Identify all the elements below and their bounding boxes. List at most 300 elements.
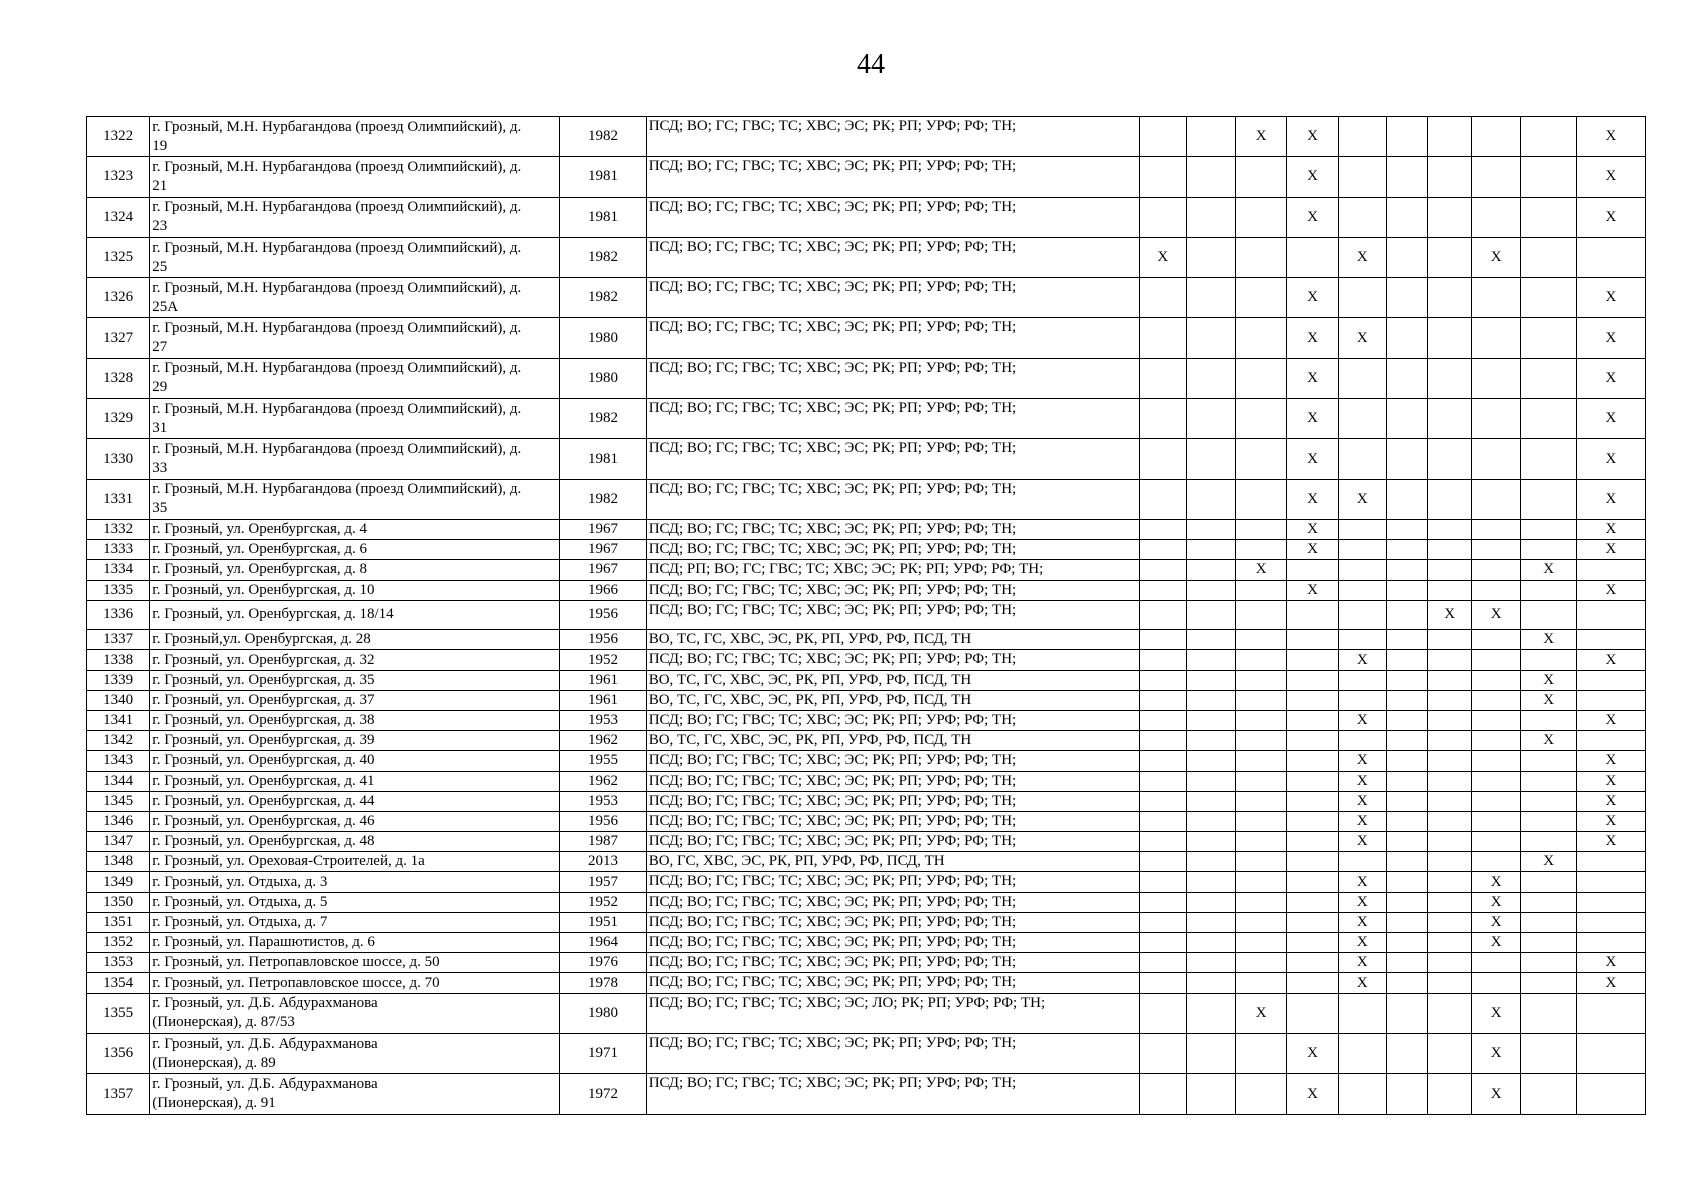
address-cell: г. Грозный, ул. Отдыха, д. 5 [149,893,559,912]
mark-cell [1427,117,1471,156]
mark-cell [1386,238,1428,277]
mark-cell: X [1286,399,1337,438]
mark-cell [1576,1074,1645,1114]
mark-cell: X [1286,117,1337,156]
year-cell: 1957 [559,872,645,891]
work-types-cell: ПСД; ВО; ГС; ГВС; ТС; ХВС; ЭС; РК; РП; УРФ; РФ; ТН; [646,157,1139,196]
work-types-cell: ВО, ГС, ХВС, ЭС, РК, РП, УРФ, РФ, ПСД, ТН [646,852,1139,871]
address-cell: г. Грозный, ул. Петропавловское шоссе, д. 50 [149,953,559,972]
year-cell: 1952 [559,650,645,669]
mark-cell [1338,540,1386,559]
mark-cell [1235,581,1286,600]
row-number-cell: 1323 [103,168,134,185]
mark-cell [1186,480,1235,519]
mark-cell [1139,671,1186,690]
mark-cell [1139,772,1186,791]
row-number-cell: 1322 [103,128,134,145]
mark-cell [1471,852,1520,871]
mark-cell [1520,520,1576,539]
mark-cell [1427,480,1471,519]
table-row [87,893,1645,913]
mark-cell [1338,581,1386,600]
mark-cell [1235,278,1286,317]
year-cell: 1967 [559,540,645,559]
mark-cell [1386,560,1428,579]
mark-cell [1520,157,1576,196]
mark-cell [1386,691,1428,710]
table-row [87,832,1645,852]
mark-cell [1235,650,1286,669]
address-cell: г. Грозный, ул. Д.Б. Абдурахманова (Пионерская), д. 87/53 [149,994,559,1033]
mark-cell: X [1338,872,1386,891]
mark-cell [1186,994,1235,1033]
year-cell: 1953 [559,792,645,811]
row-number-cell: 1328 [103,369,134,386]
mark-cell [1139,973,1186,992]
row-number-cell: 1340 [103,691,134,708]
mark-cell [1576,1034,1645,1073]
year-cell: 1987 [559,832,645,851]
table-row [87,913,1645,933]
mark-cell [1139,399,1186,438]
mark-cell [1139,994,1186,1033]
row-number-cell: 1337 [103,631,134,648]
mark-cell [1386,671,1428,690]
mark-cell [1386,872,1428,891]
mark-cell [1286,893,1337,912]
mark-cell [1235,913,1286,932]
mark-cell: X [1576,832,1645,851]
mark-cell: X [1576,711,1645,730]
address-cell: г. Грозный, М.Н. Нурбагандова (проезд Олимпийский), д. 35 [149,480,559,519]
mark-cell [1520,711,1576,730]
mark-cell [1520,650,1576,669]
mark-cell [1338,157,1386,196]
mark-cell: X [1576,318,1645,357]
mark-cell [1386,399,1428,438]
mark-cell [1520,751,1576,770]
mark-cell [1471,650,1520,669]
mark-cell [1186,650,1235,669]
mark-cell [1139,711,1186,730]
mark-cell [1139,1074,1186,1114]
mark-cell [1576,893,1645,912]
mark-cell [1386,1074,1428,1114]
mark-cell: X [1520,731,1576,750]
mark-cell [1427,671,1471,690]
mark-cell [1186,792,1235,811]
mark-cell [1576,731,1645,750]
mark-cell [1139,893,1186,912]
table-row [87,852,1645,872]
work-types-cell: ПСД; ВО; ГС; ГВС; ТС; ХВС; ЭС; РК; РП; УРФ; РФ; ТН; [646,198,1139,237]
mark-cell [1386,359,1428,398]
mark-cell [1186,520,1235,539]
mark-cell [1286,852,1337,871]
year-cell: 1982 [559,480,645,519]
mark-cell [1186,117,1235,156]
mark-cell [1338,117,1386,156]
mark-cell: X [1471,872,1520,891]
year-cell: 1956 [559,601,645,630]
work-types-cell: ПСД; ВО; ГС; ГВС; ТС; ХВС; ЭС; РК; РП; УРФ; РФ; ТН; [646,520,1139,539]
row-number-cell: 1350 [103,893,134,910]
address-cell: г. Грозный, ул. Оренбургская, д. 8 [149,560,559,579]
address-cell: г. Грозный, М.Н. Нурбагандова (проезд Олимпийский), д. 29 [149,359,559,398]
address-cell: г. Грозный, ул. Оренбургская, д. 6 [149,540,559,559]
mark-cell [1139,852,1186,871]
mark-cell [1427,711,1471,730]
year-cell: 1966 [559,581,645,600]
row-number-cell: 1354 [103,974,134,991]
table-row [87,691,1645,711]
mark-cell [1427,1034,1471,1073]
mark-cell [1471,953,1520,972]
work-types-cell: ПСД; ВО; ГС; ГВС; ТС; ХВС; ЭС; РК; РП; УРФ; РФ; ТН; [646,1034,1139,1073]
row-number-cell: 1351 [103,913,134,930]
mark-cell [1186,893,1235,912]
mark-cell [1520,772,1576,791]
mark-cell [1286,832,1337,851]
table-row [87,751,1645,771]
mark-cell: X [1576,439,1645,478]
row-number-cell: 1333 [103,541,134,558]
work-types-cell: ПСД; ВО; ГС; ГВС; ТС; ХВС; ЭС; РК; РП; УРФ; РФ; ТН; [646,359,1139,398]
mark-cell [1520,832,1576,851]
row-number-cell: 1332 [103,521,134,538]
mark-cell [1186,439,1235,478]
mark-cell [1139,157,1186,196]
mark-cell [1386,751,1428,770]
table-row [87,540,1645,560]
mark-cell: X [1286,1074,1337,1114]
year-cell: 1971 [559,1034,645,1073]
table-row [87,812,1645,832]
mark-cell [1235,540,1286,559]
table-row [87,359,1645,399]
mark-cell [1576,852,1645,871]
mark-cell: X [1338,792,1386,811]
mark-cell [1186,238,1235,277]
mark-cell [1235,601,1286,630]
mark-cell: X [1520,630,1576,649]
mark-cell [1427,933,1471,952]
mark-cell [1427,278,1471,317]
address-cell: г. Грозный, ул. Оренбургская, д. 4 [149,520,559,539]
mark-cell [1286,560,1337,579]
table-row [87,994,1645,1034]
mark-cell [1427,520,1471,539]
mark-cell [1235,318,1286,357]
mark-cell [1139,318,1186,357]
mark-cell: X [1471,933,1520,952]
mark-cell [1471,117,1520,156]
work-types-cell: ПСД; ВО; ГС; ГВС; ТС; ХВС; ЭС; РК; РП; УРФ; РФ; ТН; [646,772,1139,791]
mark-cell [1139,691,1186,710]
work-types-cell: ВО, ТС, ГС, ХВС, ЭС, РК, РП, УРФ, РФ, ПСД, ТН [646,691,1139,710]
mark-cell [1186,691,1235,710]
mark-cell [1427,157,1471,196]
mark-cell: X [1286,198,1337,237]
work-types-cell: ПСД; ВО; ГС; ГВС; ТС; ХВС; ЭС; РК; РП; УРФ; РФ; ТН; [646,953,1139,972]
year-cell: 1951 [559,913,645,932]
mark-cell [1427,399,1471,438]
row-number-cell: 1331 [103,490,134,507]
mark-cell: X [1338,953,1386,972]
table-row [87,560,1645,580]
row-number-cell: 1338 [103,651,134,668]
year-cell: 1953 [559,711,645,730]
mark-cell [1186,751,1235,770]
mark-cell [1386,601,1428,630]
mark-cell [1386,198,1428,237]
mark-cell [1520,399,1576,438]
mark-cell [1386,711,1428,730]
mark-cell [1576,913,1645,932]
mark-cell [1186,318,1235,357]
mark-cell [1235,630,1286,649]
mark-cell [1186,1034,1235,1073]
mark-cell [1576,933,1645,952]
year-cell: 1982 [559,117,645,156]
mark-cell [1139,1034,1186,1073]
year-cell: 1982 [559,399,645,438]
mark-cell [1386,117,1428,156]
mark-cell: X [1338,913,1386,932]
mark-cell [1286,731,1337,750]
mark-cell: X [1520,560,1576,579]
mark-cell [1386,157,1428,196]
address-cell: г. Грозный, ул. Оренбургская, д. 38 [149,711,559,730]
mark-cell [1386,812,1428,831]
work-types-cell: ПСД; ВО; ГС; ГВС; ТС; ХВС; ЭС; РК; РП; УРФ; РФ; ТН; [646,278,1139,317]
year-cell: 1964 [559,933,645,952]
mark-cell: X [1471,994,1520,1033]
mark-cell [1139,630,1186,649]
work-types-cell: ПСД; ВО; ГС; ГВС; ТС; ХВС; ЭС; ЛО; РК; РП; УРФ; РФ; ТН; [646,994,1139,1033]
mark-cell [1186,399,1235,438]
mark-cell [1186,359,1235,398]
mark-cell [1286,238,1337,277]
year-cell: 1982 [559,278,645,317]
mark-cell [1235,359,1286,398]
mark-cell: X [1286,439,1337,478]
mark-cell: X [1338,711,1386,730]
mark-cell: X [1235,560,1286,579]
mark-cell [1235,1074,1286,1114]
row-number-cell: 1353 [103,954,134,971]
table-row [87,198,1645,238]
row-number-cell: 1356 [103,1045,134,1062]
mark-cell [1139,792,1186,811]
mark-cell: X [1576,812,1645,831]
mark-cell [1139,278,1186,317]
mark-cell: X [1338,893,1386,912]
row-number-cell: 1349 [103,873,134,890]
mark-cell [1139,751,1186,770]
mark-cell [1139,480,1186,519]
mark-cell [1286,671,1337,690]
mark-cell [1576,691,1645,710]
mark-cell [1186,973,1235,992]
row-number-cell: 1327 [103,329,134,346]
mark-cell [1139,560,1186,579]
mark-cell: X [1338,933,1386,952]
mark-cell: X [1520,852,1576,871]
table-row [87,399,1645,439]
mark-cell [1386,630,1428,649]
year-cell: 1981 [559,198,645,237]
row-number-cell: 1348 [103,853,134,870]
mark-cell [1427,852,1471,871]
data-table [86,116,1646,1115]
mark-cell [1139,832,1186,851]
mark-cell [1235,671,1286,690]
mark-cell: X [1286,540,1337,559]
year-cell: 1962 [559,772,645,791]
mark-cell [1286,601,1337,630]
mark-cell [1471,540,1520,559]
mark-cell [1576,994,1645,1033]
mark-cell [1427,913,1471,932]
mark-cell [1186,540,1235,559]
mark-cell [1186,872,1235,891]
mark-cell [1471,792,1520,811]
mark-cell [1471,731,1520,750]
address-cell: г. Грозный, ул. Оренбургская, д. 35 [149,671,559,690]
year-cell: 1955 [559,751,645,770]
mark-cell [1520,913,1576,932]
mark-cell [1186,278,1235,317]
mark-cell [1139,731,1186,750]
mark-cell [1235,198,1286,237]
table-row [87,480,1645,520]
mark-cell [1576,872,1645,891]
mark-cell [1520,238,1576,277]
mark-cell [1338,278,1386,317]
mark-cell [1235,973,1286,992]
year-cell: 1961 [559,671,645,690]
table-row [87,953,1645,973]
address-cell: г. Грозный, М.Н. Нурбагандова (проезд Олимпийский), д. 19 [149,117,559,156]
year-cell: 1976 [559,953,645,972]
row-number-cell: 1357 [103,1085,134,1102]
year-cell: 1980 [559,318,645,357]
mark-cell [1427,751,1471,770]
mark-cell [1520,540,1576,559]
year-cell: 1952 [559,893,645,912]
mark-cell: X [1471,913,1520,932]
mark-cell [1186,953,1235,972]
mark-cell [1338,198,1386,237]
table-row [87,238,1645,278]
mark-cell [1235,480,1286,519]
mark-cell [1520,953,1576,972]
mark-cell: X [1286,520,1337,539]
mark-cell [1520,278,1576,317]
mark-cell [1471,399,1520,438]
mark-cell [1427,318,1471,357]
row-number-cell: 1347 [103,833,134,850]
year-cell: 1978 [559,973,645,992]
mark-cell: X [1139,238,1186,277]
mark-cell [1471,278,1520,317]
mark-cell: X [1286,480,1337,519]
table-row [87,1034,1645,1074]
mark-cell [1286,630,1337,649]
work-types-cell: ВО, ТС, ГС, ХВС, ЭС, РК, РП, УРФ, РФ, ПСД, ТН [646,630,1139,649]
table-row [87,630,1645,650]
mark-cell [1235,872,1286,891]
mark-cell [1520,893,1576,912]
mark-cell [1386,852,1428,871]
mark-cell [1338,560,1386,579]
mark-cell [1338,630,1386,649]
work-types-cell: ПСД; ВО; ГС; ГВС; ТС; ХВС; ЭС; РК; РП; УРФ; РФ; ТН; [646,1074,1139,1114]
work-types-cell: ПСД; ВО; ГС; ГВС; ТС; ХВС; ЭС; РК; РП; УРФ; РФ; ТН; [646,601,1139,630]
mark-cell [1427,581,1471,600]
address-cell: г. Грозный,ул. Оренбургская, д. 28 [149,630,559,649]
mark-cell: X [1471,1074,1520,1114]
mark-cell [1139,953,1186,972]
mark-cell: X [1471,1034,1520,1073]
mark-cell [1139,359,1186,398]
mark-cell [1471,318,1520,357]
row-number-cell: 1325 [103,249,134,266]
mark-cell [1235,953,1286,972]
address-cell: г. Грозный, М.Н. Нурбагандова (проезд Олимпийский), д. 27 [149,318,559,357]
row-number-cell: 1335 [103,581,134,598]
mark-cell [1235,1034,1286,1073]
table-row [87,439,1645,479]
mark-cell [1386,913,1428,932]
mark-cell [1471,630,1520,649]
address-cell: г. Грозный, М.Н. Нурбагандова (проезд Олимпийский), д. 31 [149,399,559,438]
mark-cell [1286,751,1337,770]
year-cell: 1980 [559,994,645,1033]
mark-cell [1471,157,1520,196]
mark-cell: X [1576,359,1645,398]
mark-cell [1520,601,1576,630]
mark-cell [1520,812,1576,831]
mark-cell [1471,480,1520,519]
mark-cell: X [1338,751,1386,770]
mark-cell [1235,691,1286,710]
year-cell: 1956 [559,812,645,831]
mark-cell [1471,671,1520,690]
mark-cell [1386,520,1428,539]
mark-cell: X [1286,318,1337,357]
row-number-cell: 1352 [103,934,134,951]
mark-cell [1338,601,1386,630]
mark-cell [1186,157,1235,196]
mark-cell: X [1338,650,1386,669]
mark-cell: X [1576,650,1645,669]
mark-cell [1186,913,1235,932]
mark-cell [1338,520,1386,539]
work-types-cell: ПСД; ВО; ГС; ГВС; ТС; ХВС; ЭС; РК; РП; УРФ; РФ; ТН; [646,581,1139,600]
mark-cell [1427,973,1471,992]
table-row [87,872,1645,892]
mark-cell [1338,1074,1386,1114]
mark-cell [1427,731,1471,750]
mark-cell: X [1576,198,1645,237]
address-cell: г. Грозный, ул. Оренбургская, д. 46 [149,812,559,831]
mark-cell [1576,560,1645,579]
row-number-cell: 1341 [103,712,134,729]
address-cell: г. Грозный, ул. Оренбургская, д. 39 [149,731,559,750]
mark-cell [1139,650,1186,669]
